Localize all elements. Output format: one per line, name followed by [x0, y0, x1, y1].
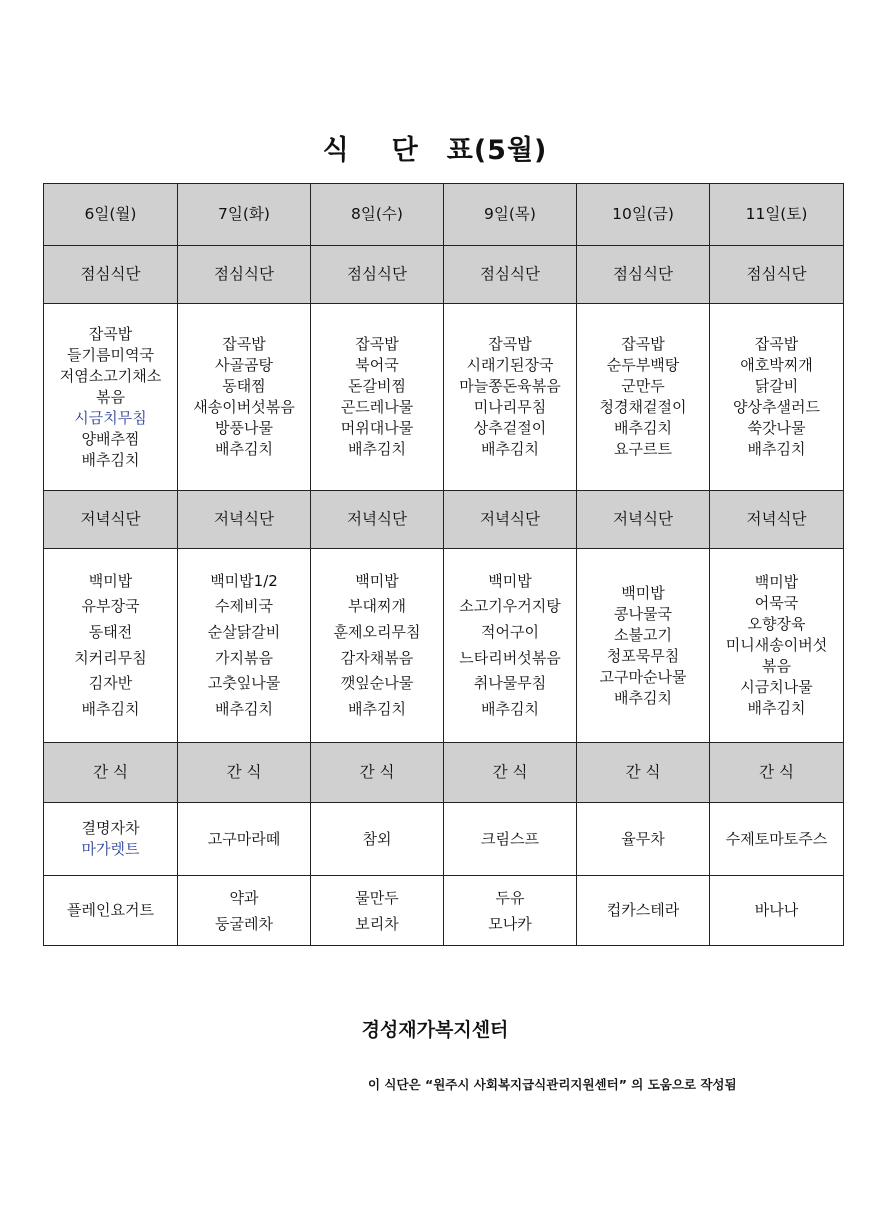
menu-item: 미니새송이버섯 — [725, 636, 828, 654]
lunch-cell — [178, 304, 311, 491]
menu-item: 잡곡밥 — [621, 335, 665, 353]
menu-item: 청포묵무침 — [606, 646, 680, 665]
menu-item: 유부장국 — [81, 597, 140, 616]
menu-item: 감자채볶음 — [340, 648, 414, 667]
snack-row-2 — [44, 876, 844, 946]
menu-item: 저염소고기채소 — [59, 366, 162, 385]
snack-cell — [311, 803, 444, 876]
day-header: 11일(토) — [710, 184, 844, 246]
menu-item: 배추김치 — [348, 699, 406, 718]
menu-item: 백미밥 — [488, 571, 532, 590]
snack-item: 고구마라떼 — [207, 829, 281, 848]
menu-item: 동태전 — [88, 622, 133, 641]
menu-item: 볶음 — [96, 387, 125, 406]
snack-label-row — [44, 743, 844, 803]
menu-item: 소불고기 — [614, 625, 672, 644]
menu-item: 곤드레나물 — [340, 398, 414, 416]
menu-item: 잡곡밥 — [488, 335, 532, 353]
snack-label: 간 식 — [44, 743, 178, 803]
menu-item: 백미밥 — [754, 573, 799, 591]
menu-item: 배추김치 — [747, 699, 806, 717]
menu-item: 북어국 — [355, 356, 399, 374]
snack-item: 약과 — [229, 888, 259, 907]
lunch-menu-row — [44, 304, 844, 491]
dinner-cell — [311, 549, 444, 743]
menu-item: 청경채겉절이 — [599, 398, 687, 416]
title-word-2: 단 — [391, 135, 419, 166]
menu-item: 백미밥1/2 — [210, 571, 278, 590]
menu-item: 취나물무침 — [473, 674, 547, 693]
dinner-cell — [44, 549, 178, 743]
menu-item: 수제비국 — [215, 597, 273, 616]
menu-item: 배추김치 — [348, 440, 406, 458]
menu-item: 애호박찌개 — [740, 356, 813, 374]
menu-item: 닭갈비 — [754, 377, 799, 395]
menu-item: 미나리무침 — [473, 398, 547, 416]
day-header: 6일(월) — [44, 184, 178, 246]
snack-cell — [178, 803, 311, 876]
menu-item: 양배추찜 — [81, 429, 140, 448]
menu-item: 배추김치 — [614, 688, 672, 707]
menu-item: 사골곰탕 — [215, 356, 273, 374]
day-header: 8일(수) — [311, 184, 444, 246]
menu-item: 콩나물국 — [614, 604, 672, 623]
lunch-label: 점심식단 — [577, 246, 710, 304]
day-header: 7일(화) — [178, 184, 311, 246]
menu-item: 순두부백탕 — [606, 356, 680, 374]
menu-item: 느타리버섯볶음 — [459, 648, 561, 667]
lunch-cell — [577, 304, 710, 491]
snack-item: 보리차 — [355, 914, 399, 933]
dinner-cell — [178, 549, 311, 743]
snack-item: 율무차 — [621, 829, 665, 848]
snack-label: 간 식 — [178, 743, 311, 803]
menu-item: 배추김치 — [614, 419, 672, 437]
snack-item: 플레인요거트 — [67, 901, 154, 919]
menu-item: 양상추샐러드 — [733, 398, 820, 416]
meal-plan-table — [43, 183, 844, 946]
snack-item: 둥굴레차 — [215, 914, 273, 933]
snack-item: 두유 — [495, 888, 525, 907]
menu-item: 고춧잎나물 — [207, 674, 281, 693]
dinner-cell — [710, 549, 844, 743]
dinner-label-row — [44, 491, 844, 549]
snack-item: 수제토마토주스 — [725, 829, 828, 848]
lunch-cell — [44, 304, 178, 491]
menu-item: 동태찜 — [222, 377, 266, 395]
lunch-label: 점심식단 — [44, 246, 178, 304]
menu-item: 백미밥 — [355, 571, 399, 590]
menu-item: 군만두 — [621, 377, 665, 395]
menu-item: 쑥갓나물 — [747, 419, 806, 437]
menu-item: 고구마순나물 — [599, 667, 687, 686]
snack-item: 마가렛트 — [81, 840, 140, 858]
footnote: 이 식단은 “원주시 사회복지급식관리지원센터” 의 도움으로 작성됨 — [368, 1077, 737, 1092]
menu-item: 백미밥 — [621, 583, 665, 602]
snack-row-1 — [44, 803, 844, 876]
menu-item: 상추겉절이 — [473, 419, 547, 437]
dinner-cell — [577, 549, 710, 743]
dinner-label: 저녁식단 — [44, 491, 178, 549]
menu-item: 배추김치 — [481, 440, 539, 458]
lunch-cell — [311, 304, 444, 491]
day-header: 9일(목) — [444, 184, 577, 246]
menu-item: 백미밥 — [88, 571, 133, 590]
menu-item: 머위대나물 — [340, 419, 414, 437]
snack-cell — [444, 803, 577, 876]
menu-item: 요구르트 — [614, 440, 672, 458]
dinner-label: 저녁식단 — [178, 491, 311, 549]
menu-item: 잡곡밥 — [88, 324, 133, 343]
menu-item: 볶음 — [762, 657, 791, 675]
snack-item: 크림스프 — [481, 829, 539, 848]
snack-item: 결명자차 — [81, 819, 140, 837]
menu-item: 소고기우거지탕 — [459, 597, 561, 616]
dinner-cell — [444, 549, 577, 743]
snack-cell — [44, 876, 178, 946]
snack-cell — [577, 876, 710, 946]
menu-item: 방풍나물 — [215, 419, 273, 437]
lunch-label: 점심식단 — [311, 246, 444, 304]
dinner-label: 저녁식단 — [444, 491, 577, 549]
menu-item: 시래기된장국 — [466, 356, 554, 374]
lunch-label-row — [44, 246, 844, 304]
menu-item: 돈갈비찜 — [348, 377, 406, 395]
menu-item: 치커리무침 — [74, 648, 147, 667]
menu-item: 오향장육 — [747, 615, 806, 633]
menu-item: 김자반 — [88, 674, 133, 693]
lunch-label: 점심식단 — [444, 246, 577, 304]
snack-item: 바나나 — [754, 901, 799, 919]
lunch-cell — [710, 304, 844, 491]
menu-item: 배추김치 — [81, 699, 140, 718]
dinner-label: 저녁식단 — [311, 491, 444, 549]
menu-item: 부대찌개 — [348, 597, 406, 616]
menu-item: 배추김치 — [215, 440, 273, 458]
menu-item: 잡곡밥 — [355, 335, 399, 353]
menu-item: 잡곡밥 — [754, 335, 799, 353]
day-header: 10일(금) — [577, 184, 710, 246]
snack-cell — [710, 803, 844, 876]
snack-item: 참외 — [362, 829, 392, 848]
title-word-1: 식 — [322, 135, 350, 166]
dinner-label: 저녁식단 — [577, 491, 710, 549]
menu-item: 배추김치 — [215, 699, 273, 718]
menu-item: 시금치나물 — [740, 678, 813, 696]
page-title — [0, 128, 870, 167]
menu-item: 잡곡밥 — [222, 335, 266, 353]
dinner-menu-row — [44, 549, 844, 743]
snack-cell — [311, 876, 444, 946]
menu-item: 가지볶음 — [215, 648, 273, 667]
snack-cell — [710, 876, 844, 946]
title-word-3: 표(5월) — [446, 135, 548, 166]
snack-label: 간 식 — [444, 743, 577, 803]
snack-item: 물만두 — [355, 888, 399, 907]
menu-item: 배추김치 — [747, 440, 806, 458]
menu-item: 훈제오리무침 — [333, 622, 421, 641]
menu-item: 마늘쫑돈육볶음 — [459, 377, 561, 395]
menu-item: 적어구이 — [481, 622, 539, 641]
snack-item: 모나카 — [488, 914, 532, 933]
menu-item: 어묵국 — [754, 594, 799, 612]
snack-cell — [444, 876, 577, 946]
dinner-label: 저녁식단 — [710, 491, 844, 549]
menu-item: 배추김치 — [81, 450, 140, 469]
lunch-label: 점심식단 — [710, 246, 844, 304]
menu-item: 시금치무침 — [74, 408, 147, 427]
menu-item: 깻잎순나물 — [340, 674, 414, 693]
snack-label: 간 식 — [311, 743, 444, 803]
day-header-row — [44, 184, 844, 246]
center-name: 경성재가복지센터 — [361, 1019, 509, 1041]
menu-item: 순살닭갈비 — [207, 622, 281, 641]
menu-item: 배추김치 — [481, 699, 539, 718]
snack-item: 컵카스테라 — [606, 901, 680, 919]
snack-label: 간 식 — [577, 743, 710, 803]
menu-item: 들기름미역국 — [67, 345, 154, 364]
snack-label: 간 식 — [710, 743, 844, 803]
snack-cell — [577, 803, 710, 876]
lunch-cell — [444, 304, 577, 491]
snack-cell — [178, 876, 311, 946]
snack-cell — [44, 803, 178, 876]
lunch-label: 점심식단 — [178, 246, 311, 304]
menu-item: 새송이버섯볶음 — [193, 398, 295, 416]
